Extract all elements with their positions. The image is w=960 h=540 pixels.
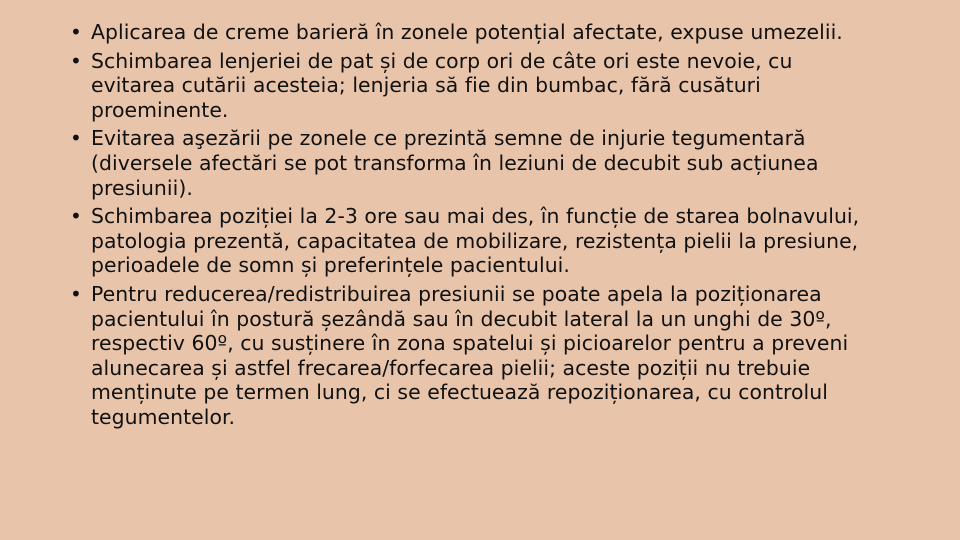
bullet-item xyxy=(70,282,870,430)
bullet-text: Evitarea aşezării pe zonele ce prezintă semne de injurie tegumentară (diversele afectări se pot transforma în leziuni de decubit sub acțiunea presiunii). xyxy=(91,126,819,200)
bullet-list xyxy=(70,20,870,430)
bullet-text: Pentru reducerea/redistribuirea presiunii se poate apela la poziționarea pacientului în postură șezândă sau în decubit lateral la un unghi de 30º, respectiv 60º, cu susținere în zona spatelui și picioarelor pentru a preveni alunecarea și astfel frecarea/forfecarea pielii; aceste poziții nu trebuie menținute pe termen lung, ci se efectuează repoziționarea, cu controlul tegumentelor. xyxy=(91,281,849,429)
bullet-icon: • xyxy=(70,48,82,73)
bullet-item xyxy=(70,126,870,200)
bullet-icon: • xyxy=(70,20,82,44)
bullet-icon: • xyxy=(70,204,82,229)
bullet-icon: • xyxy=(70,126,82,151)
bullet-text: Aplicarea de creme barieră în zonele potențial afectate, expuse umezelii. xyxy=(91,20,843,44)
bullet-item xyxy=(70,20,870,45)
bullet-icon: • xyxy=(70,281,82,306)
bullet-text: Schimbarea lenjeriei de pat și de corp ori de câte ori este nevoie, cu evitarea cutării acesteia; lenjeria să fie din bumbac, fără cusături proeminente. xyxy=(91,48,793,122)
bullet-item xyxy=(70,204,870,278)
bullet-item xyxy=(70,49,870,123)
bullet-text: Schimbarea poziției la 2-3 ore sau mai des, în funcție de starea bolnavului, patologia prezentă, capacitatea de mobilizare, rezistența pielii la presiune, perioadele de somn și preferințele pacientului. xyxy=(91,204,860,278)
